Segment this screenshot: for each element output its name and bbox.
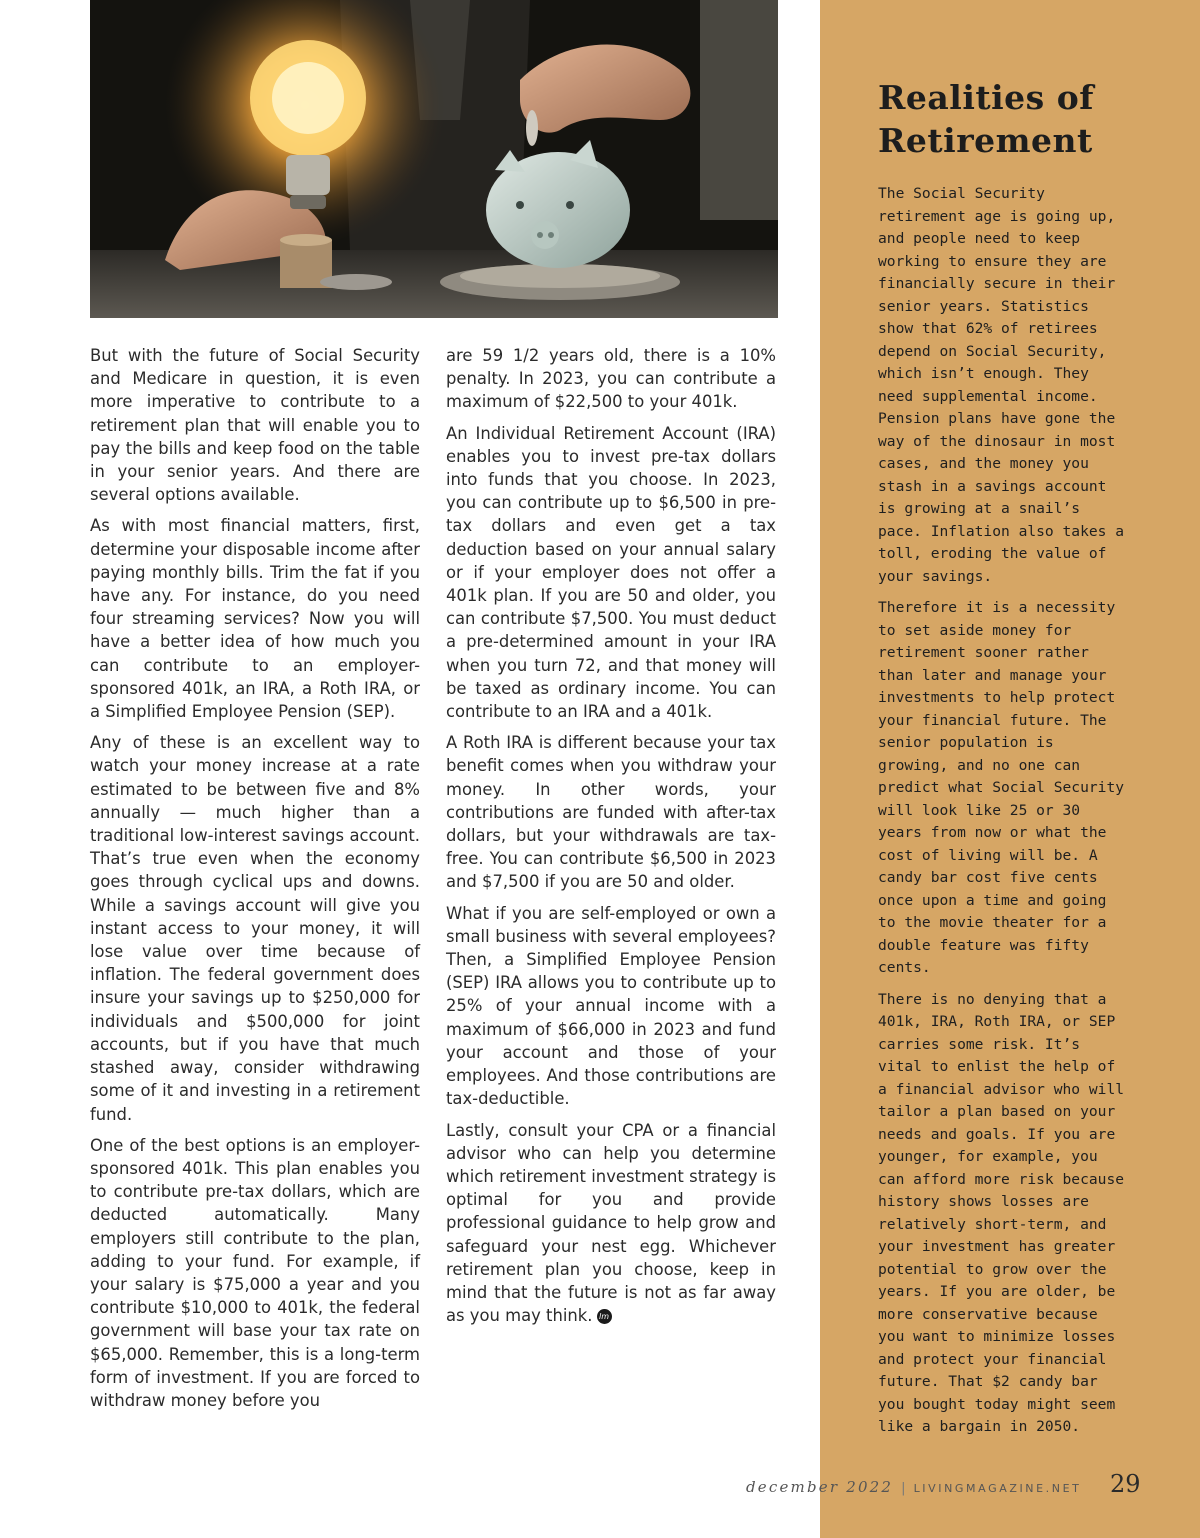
article-column-middle: [446, 344, 776, 1335]
page-footer: [746, 1478, 1081, 1508]
article-paragraph: But with the future of Social Security and Medicare in question, it is even more imperative to contribute to a retirement plan that will enable you to pay the bills and keep food on the table in your senior years. And there are several options available.: [90, 346, 420, 505]
article-paragraph: are 59 1/2 years old, there is a 10% penalty. In 2023, you can contribute a maximum of $22,500 to your 401k.: [446, 346, 776, 412]
article-closing-text: Lastly, consult your CPA or a financial advisor who can help you determine which retirement investment strategy is optimal for you and provide professional guidance to help grow and safeguard your nest egg. Whichever retirement plan you choose, keep in mind that the future is not as far away as you may think.: [446, 1120, 776, 1326]
sidebar-body: [878, 183, 1128, 1448]
page-number: 29: [1110, 1470, 1141, 1498]
article-paragraph: Any of these is an excellent way to watch your money increase at a rate estimated to be between five and 8% annually — much higher than a traditional low-interest savings account. That’s true even when the economy goes through cyclical ups and downs. While a savings account will give you instant access to your money, it will lose value over time because of inflation. The federal government does insure your savings up to $250,000 for individuals and $500,000 for joint accounts, but if you have that much stashed away, consider withdrawing some of it and investing in a retirement fund.: [90, 733, 420, 1124]
article-paragraph: What if you are self-employed or own a small business with several employees? Then, a Simplified Employee Pension (SEP) IRA allows you to contribute up to 25% of your annual income with a maximum of $66,000 in 2023 and fund your account and those of your employees. And those contributions are tax-deductible.: [446, 903, 776, 1109]
article-paragraph: One of the best options is an employer-sponsored 401k. This plan enables you to contribute pre-tax dollars, which are deducted automatically. Many employers still contribute to the plan, adding to your fund. For example, if your salary is $75,000 a year and you contribute $10,000 to 401k, the federal government will base your tax rate on $65,000. Remember, this is a long-term form of investment. If you are forced to withdraw money before you: [90, 1135, 420, 1410]
article-column-left: [90, 344, 420, 1420]
sidebar-paragraph: There is no denying that a 401k, IRA, Roth IRA, or SEP carries some risk. It’s vital to enlist the help of a financial advisor who will tailor a plan based on your needs and goals. If you are younger, for example, you can afford more risk because history shows losses are relatively short-term, and your investment has greater potential to grow over the years. If you are older, be more conservative because you want to minimize losses and protect your financial future. That $2 candy bar you bought today might seem like a bargain in 2050.: [878, 990, 1125, 1435]
sidebar-panel: [820, 0, 1200, 1538]
website-link[interactable]: LIVINGMAGAZINE.NET: [913, 1482, 1082, 1495]
issue-date: december 2022: [746, 1478, 894, 1496]
footer-separator: |: [901, 1481, 906, 1496]
sidebar-title: Realities of Retirement: [878, 78, 1094, 160]
lightbulb-piggy-bank-illustration: [90, 0, 778, 318]
article-paragraph: As with most financial matters, first, determine your disposable income after paying monthly bills. Trim the fat if you have any. For instance, do you need four streaming services? Now you will have a better idea of how much you can contribute to an employer-sponsored 401k, an IRA, a Roth IRA, or a Simplified Employee Pension (SEP).: [90, 516, 420, 722]
article-paragraph: A Roth IRA is different because your tax benefit comes when you withdraw your money. In other words, your contributions are funded with after-tax dollars, but your withdrawals are tax-free. You can contribute $6,500 in 2023 and $7,500 if you are 50 and older.: [446, 733, 776, 892]
sidebar-paragraph: Therefore it is a necessity to set aside money for retirement sooner rather than later and manage your investments to help protect your financial future. The senior population is growing, and no one can predict what Social Security will look like 25 or 30 years from now or what the cost of living will be. A candy bar cost five cents once upon a time and going to the movie theater for a double feature was fifty cents.: [878, 599, 1125, 976]
article-paragraph: An Individual Retirement Account (IRA) enables you to invest pre-tax dollars into funds that you choose. In 2023, you can contribute up to $6,500 in pre-tax dollars and even get a tax deduction based on your annual salary or if your employer does not offer a 401k plan. If you are 50 and older, you can contribute $7,500. You must deduct a pre-determined amount in your IRA when you turn 72, and that money will be taxed as ordinary income. You can contribute to an IRA and a 401k.: [446, 423, 776, 722]
hero-photo: [90, 0, 778, 318]
end-mark-icon: lm: [597, 1309, 612, 1324]
article-paragraph-last: [446, 1119, 776, 1328]
sidebar-paragraph: The Social Security retirement age is going up, and people need to keep working to ensure they are financially secure in their senior years. Statistics show that 62% of retirees depend on Social Security, which isn’t enough. They need supplemental income. Pension plans have gone the way of the dinosaur in most cases, and the money you stash in a savings account is growing at a snail’s pace. Inflation also takes a toll, eroding the value of your savings.: [878, 185, 1125, 585]
